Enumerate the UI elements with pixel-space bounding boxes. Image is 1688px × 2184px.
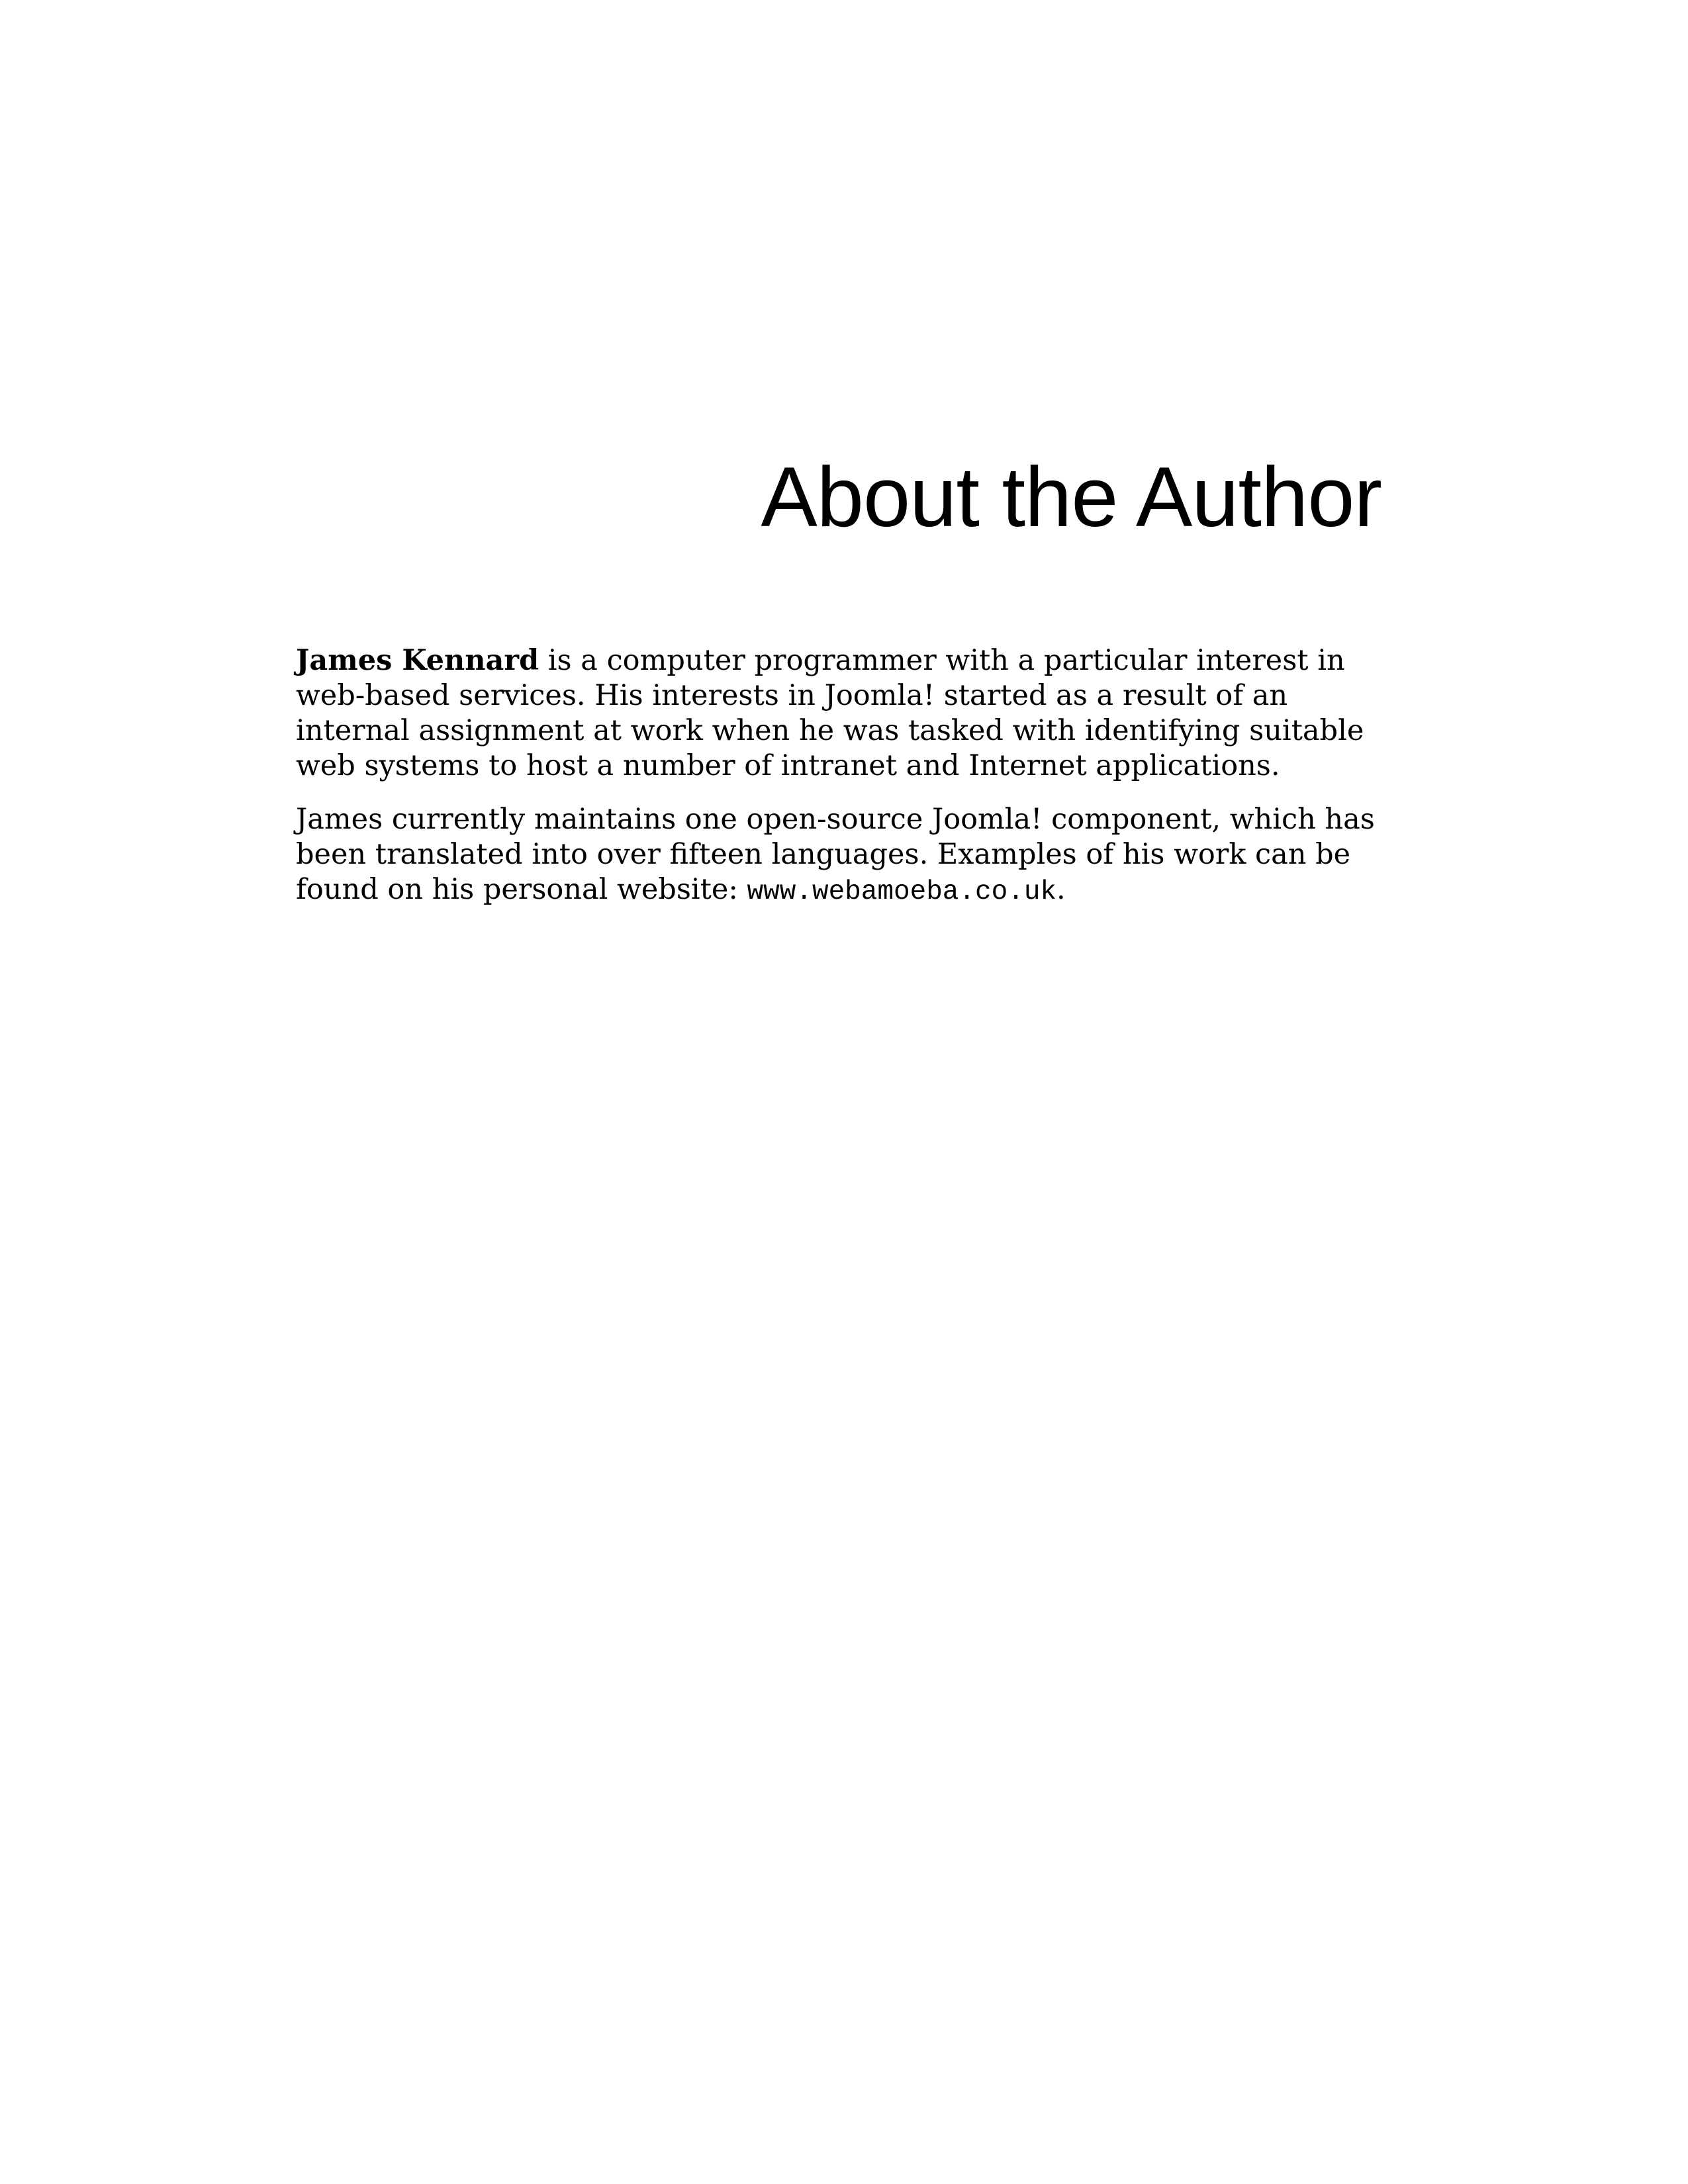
author-bio (296, 643, 1408, 929)
bio-paragraph-1-text: is a computer programmer with a particular interest in web-based services. His interests in Joomla! started as a result of an internal assignment at work when he was tasked with identifying suitable web systems to host a number of intranet and Internet applications. (296, 644, 1364, 782)
bio-paragraph-1 (296, 643, 1408, 784)
bio-paragraph-2-text: James currently maintains one open-source Joomla! component, which has been translated into over fifteen languages. Examples of his work can be found on his personal website: (296, 803, 1375, 906)
author-name: James Kennard (296, 644, 539, 677)
bio-paragraph-2 (296, 802, 1408, 910)
website-url: www.webamoeba.co.uk (747, 877, 1057, 907)
chapter-title: About the Author (761, 450, 1382, 545)
bio-paragraph-2-end: . (1056, 873, 1066, 906)
